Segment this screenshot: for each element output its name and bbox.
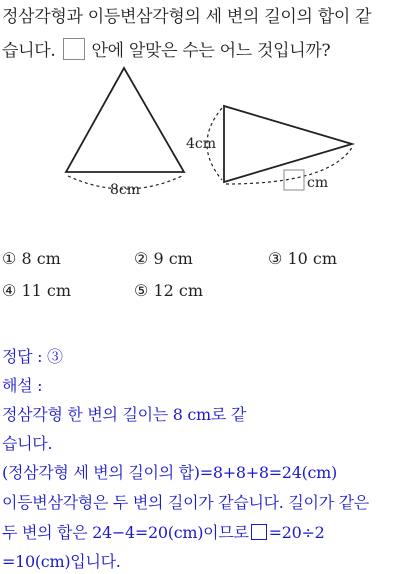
unknown-length-unit: cm — [307, 175, 329, 191]
question-line-1: 정삼각형과 이등변삼각형의 세 변의 길이의 합이 같 — [2, 7, 372, 27]
choice-5[interactable]: ⑤ 12 cm — [134, 281, 204, 300]
question-line-2-start: 습니다. — [2, 41, 56, 61]
choice-1[interactable]: ① 8 cm — [2, 249, 61, 268]
equilateral-triangle — [66, 68, 184, 172]
answer-blank-box — [63, 38, 85, 60]
question-line-2 — [2, 36, 330, 61]
choice-3[interactable]: ③ 10 cm — [268, 249, 338, 268]
answer-label: 정답 : ③ — [2, 347, 63, 366]
explanation-line-1: 정삼각형 한 변의 길이는 8 cm로 같 — [2, 405, 247, 424]
explanation-line-5-start: 두 변의 합은 24−4=20(cm)이므로 — [2, 523, 249, 542]
explanation-line-6: =10(cm)입니다. — [2, 552, 121, 571]
explanation-blank-box — [251, 524, 267, 540]
explanation-line-5-end: =20÷2 — [268, 523, 325, 542]
question-line-2-end: 안에 알맞은 수는 어느 것입니까? — [91, 41, 331, 61]
explanation-line-4: 이등변삼각형은 두 변의 길이가 같습니다. 길이가 같은 — [2, 493, 369, 512]
choice-2[interactable]: ② 9 cm — [134, 249, 193, 268]
isosceles-side-label: 4cm — [186, 136, 217, 152]
explanation-line-5 — [2, 520, 325, 543]
explanation-label: 해설 : — [2, 376, 43, 395]
isosceles-lower-brace — [226, 146, 353, 184]
triangle-figures — [0, 60, 400, 200]
explanation-line-3: (정삼각형 세 변의 길이의 합)=8+8+8=24(cm) — [2, 463, 337, 482]
equilateral-side-label: 8cm — [110, 182, 141, 198]
isosceles-triangle — [224, 106, 352, 182]
choice-4[interactable]: ④ 11 cm — [2, 281, 72, 300]
explanation-line-2: 습니다. — [2, 434, 53, 453]
